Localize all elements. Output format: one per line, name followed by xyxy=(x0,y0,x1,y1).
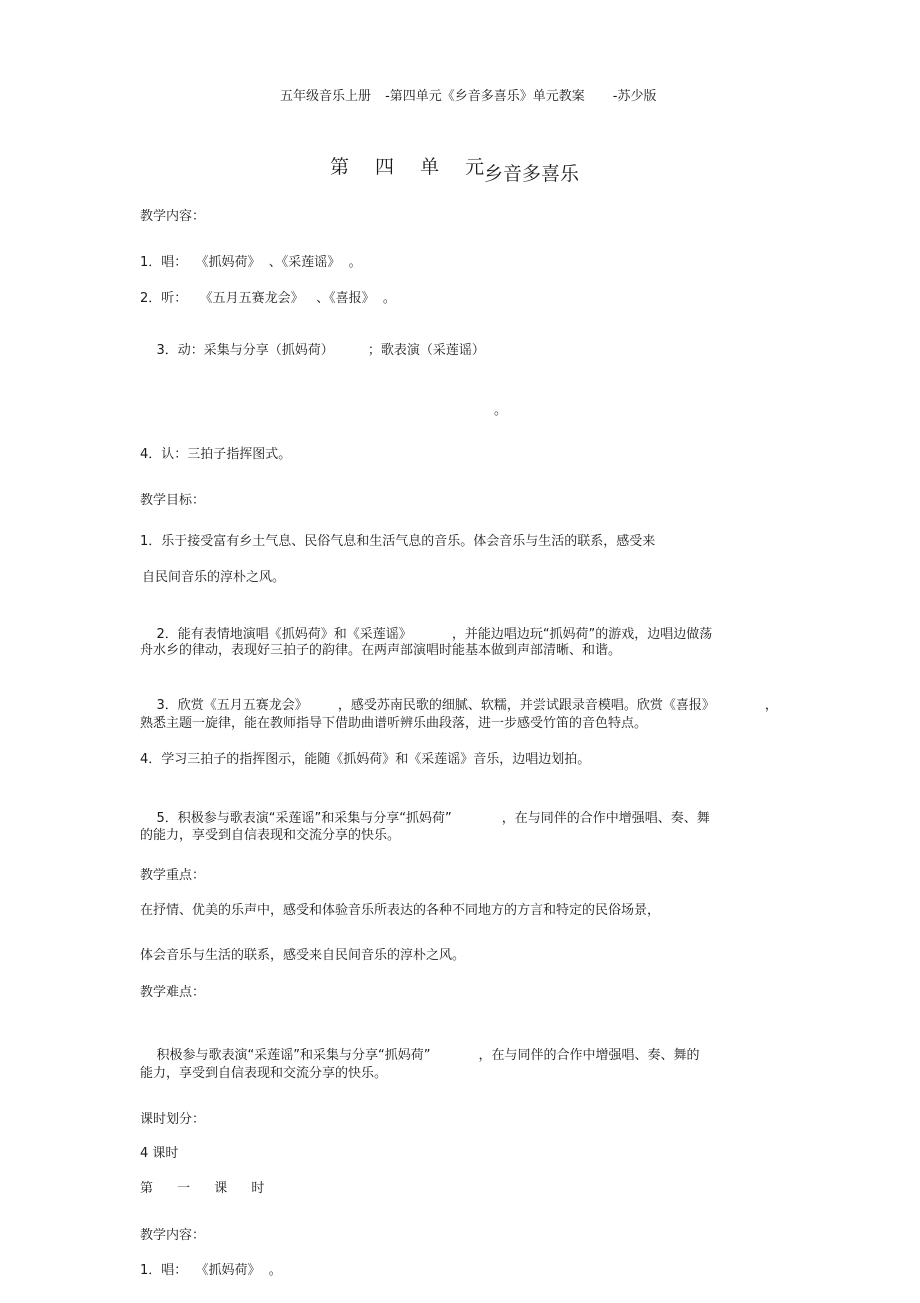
schedule-label: 课时划分： xyxy=(140,1112,206,1127)
goal-1-line-1: 1．乐于接受富有乡土气息、民俗气息和生活气息的音乐。体会音乐与生活的联系，感受来 xyxy=(140,534,656,549)
header-part1: 五年级音乐上册 xyxy=(280,89,372,104)
key-label: 教学重点： xyxy=(140,868,206,883)
lesson-1-item-1: 1．唱： 《抓妈荷》 。 xyxy=(140,1263,282,1278)
content-item-4: 4．认：三拍子指挥图式。 xyxy=(140,447,292,462)
key-line-1: 在抒情、优美的乐声中，感受和体验音乐所表达的各种不同地方的方言和特定的民俗场景， xyxy=(140,903,661,918)
key-line-2: 体会音乐与生活的联系，感受来自民间音乐的淳朴之风。 xyxy=(140,948,466,963)
goal-2-part-a: 2．能有表情地演唱《抓妈荷》和《采莲谣》 xyxy=(156,627,412,642)
content-item-1: 1．唱： 《抓妈荷》 、《采莲谣》 。 xyxy=(140,255,362,270)
goal-2-part-b: ，并能边唱边玩“抓妈荷”的游戏，边唱边做荡 xyxy=(451,627,713,642)
goal-3-line-2: 熟悉主题一旋律，能在教师指导下借助曲谱听辨乐曲段落，进一步感受竹笛的音色特点。 xyxy=(140,716,648,731)
schedule-value: 4 课时 xyxy=(140,1146,179,1161)
goal-3-part-b: ，感受苏南民歌的细腻、软糯，并尝试跟录音模唱。欣赏《喜报》 xyxy=(337,698,715,713)
page-header xyxy=(0,70,920,124)
goal-1-line-2: 自民间音乐的淳朴之风。 xyxy=(142,570,286,585)
content-label: 教学内容： xyxy=(140,209,206,224)
goal-3-part-c: ， xyxy=(764,698,778,713)
goals-label: 教学目标： xyxy=(140,493,206,508)
difficulty-line-2: 能力，享受到自信表现和交流分享的快乐。 xyxy=(140,1066,388,1081)
difficulty-part-b: ，在与同伴的合作中增强唱、奏、舞的 xyxy=(478,1048,700,1063)
stray-dot: 。 xyxy=(494,403,508,418)
header-part3: -苏少版 xyxy=(612,89,657,104)
goal-5-line-2: 的能力，享受到自信表现和交流分享的快乐。 xyxy=(140,828,401,843)
goal-4: 4．学习三拍子的指挥图示，能随《抓妈荷》和《采莲谣》音乐，边唱边划拍。 xyxy=(140,752,591,767)
unit-name: 乡音多喜乐 xyxy=(484,163,580,185)
content-item-3 xyxy=(140,324,485,378)
difficulty-part-a: 积极参与歌表演“采莲谣”和采集与分享“抓妈荷” xyxy=(156,1048,431,1063)
header-part2: -第四单元《乡音多喜乐》单元教案 xyxy=(385,89,585,104)
goal-3-part-a: 3．欣赏《五月五赛龙会》 xyxy=(156,698,308,713)
content-item-3a: 3．动：采集与分享（抓妈荷） xyxy=(156,343,334,358)
lesson-1-content-label: 教学内容： xyxy=(140,1228,206,1243)
content-item-3b: ；歌表演（采莲谣） xyxy=(367,343,485,358)
content-item-2: 2．听： 《五月五赛龙会》 、《喜报》 。 xyxy=(140,291,396,306)
unit-title: 第 四 单 元 xyxy=(330,156,495,178)
goal-2-line-2: 舟水乡的律动，表现好三拍子的韵律。在两声部演唱时能基本做到声部清晰、和谐。 xyxy=(140,643,622,658)
difficulty-label: 教学难点： xyxy=(140,985,206,1000)
goal-5-part-a: 5．积极参与歌表演“采莲谣”和采集与分享“抓妈荷” xyxy=(156,811,452,826)
goal-5-part-b: ，在与同伴的合作中增强唱、奏、舞 xyxy=(501,811,710,826)
lesson-1-title: 第 一 课 时 xyxy=(140,1181,275,1196)
